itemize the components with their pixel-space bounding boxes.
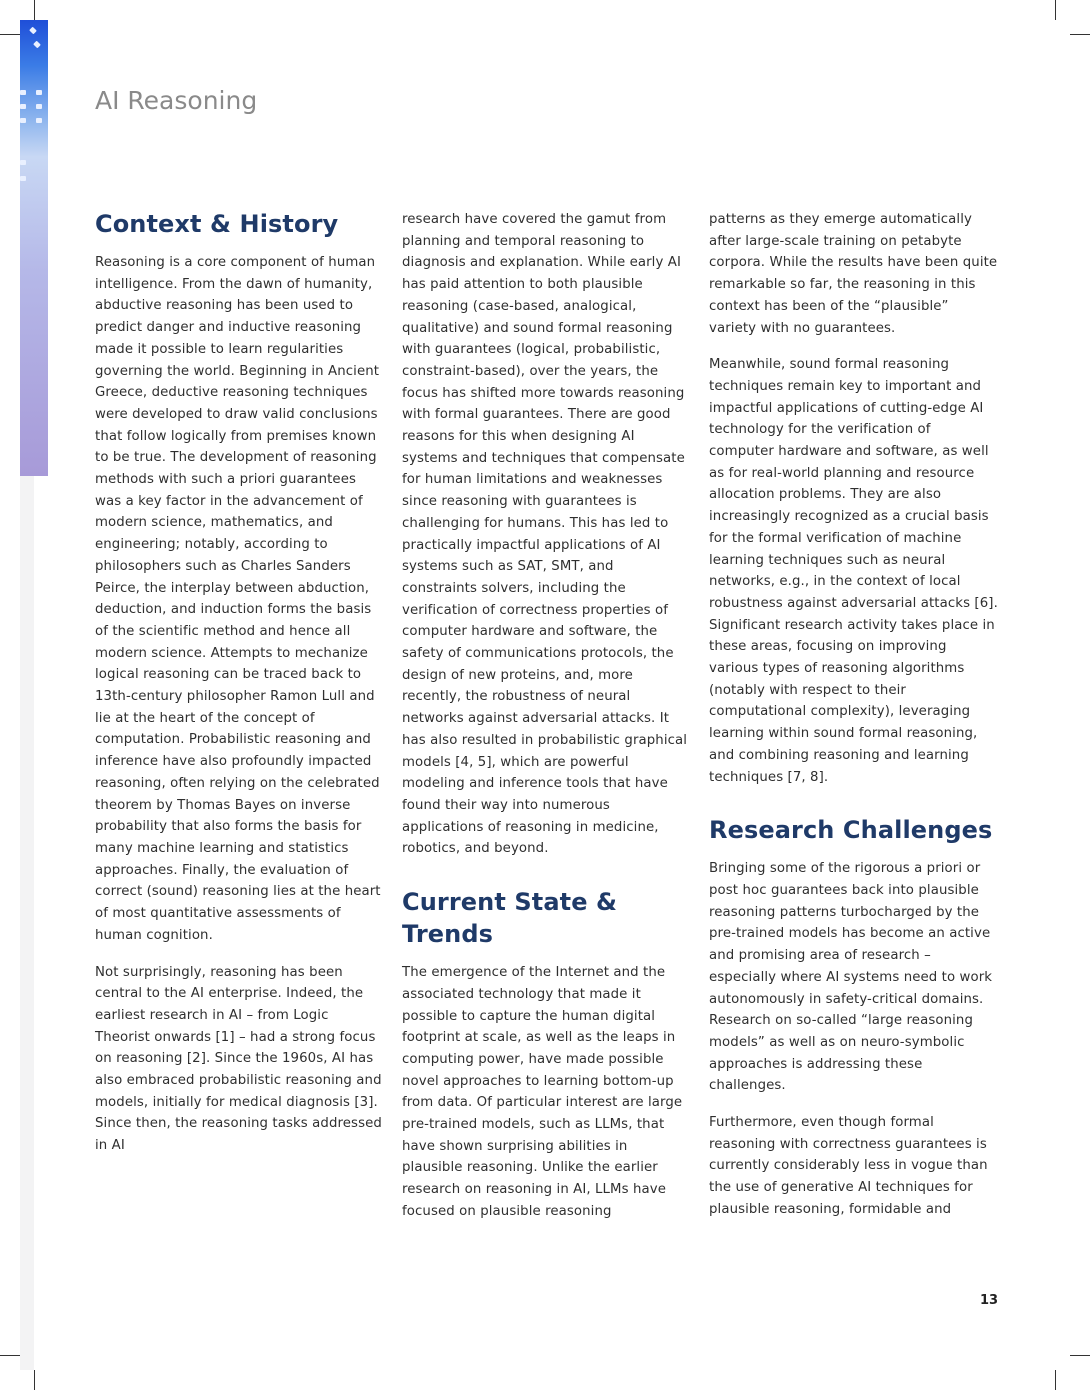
crop-mark	[34, 0, 35, 20]
research-challenges-paragraph-1: Bringing some of the rigorous a priori or post hoc guarantees back into plausible reasoning patterns turbocharged by the pre-trained models has become an active and promising area of research – especially where AI systems need to work autonomously in safety-critical domains. Research on so-called “large reasoning models” as well as on neuro-symbolic approaches is addressing these challenges.	[709, 861, 993, 1094]
decorative-dot	[36, 104, 42, 109]
side-margin-band	[20, 476, 34, 1370]
decorative-dot	[29, 27, 37, 35]
crop-mark	[0, 1355, 20, 1356]
column-1	[95, 208, 385, 1172]
context-history-paragraph-2-continued: research have covered the gamut from planning and temporal reasoning to diagnosis and explanation. While early AI has paid attention to both plausible reasoning (case-based, analogical, qualitative) and sound formal reasoning with guarantees (logical, probabilistic, constraint-based), over the years, the focus has shifted more towards reasoning with formal guarantees. There are good reasons for this when designing AI systems and techniques that compensate for human limitations and weaknesses since reasoning with guarantees is challenging for humans. This has led to practically impactful applications of AI systems such as SAT, SMT, and constraints solvers, including the verification of correctness properties of computer hardware and software, the safety of communications protocols, the design of new proteins, and, more recently, the robustness of neural networks against adversarial attacks. It has also resulted in probabilistic graphical models [4, 5], which are powerful modeling and inference tools that have found their way into numerous applications of reasoning in medicine, robotics, and beyond.	[402, 212, 688, 857]
research-challenges-paragraph-2: Furthermore, even though formal reasoning with correctness guarantees is currently considerably less in vogue than the use of generative AI techniques for plausible reasoning, formidable and	[709, 1115, 988, 1217]
page-number: 13	[980, 1293, 999, 1308]
decorative-side-image	[20, 20, 48, 476]
column-2	[402, 208, 692, 1238]
crop-mark	[0, 34, 20, 35]
crop-mark	[34, 1370, 35, 1390]
decorative-dot	[20, 118, 26, 123]
section-heading-context-history: Context & History	[95, 210, 339, 238]
decorative-dot	[36, 118, 42, 123]
decorative-dot	[20, 90, 26, 95]
current-state-paragraph-1: The emergence of the Internet and the associated technology that made it possible to capture the human digital footprint at scale, as well as the leaps in computing power, have made possible novel approaches to learning bottom-up from data. Of particular interest are large pre-trained models, such as LLMs, that have shown surprising abilities in plausible reasoning. Unlike the earlier research on reasoning in AI, LLMs have focused on plausible reasoning	[402, 965, 683, 1219]
crop-mark	[1055, 0, 1056, 20]
crop-mark	[1070, 1355, 1090, 1356]
column-3	[709, 208, 999, 1236]
current-state-paragraph-1-continued: patterns as they emerge automatically after large-scale training on petabyte corpora. While the results have been quite remarkable so far, the reasoning in this context has been of the “plausible” variety with no guarantees.	[709, 212, 998, 336]
crop-mark	[1055, 1370, 1056, 1390]
running-header-title: AI Reasoning	[95, 86, 258, 115]
section-heading-research-challenges: Research Challenges	[709, 816, 993, 845]
context-history-paragraph-1: Reasoning is a core component of human intelligence. From the dawn of humanity, abductive reasoning has been used to predict danger and inductive reasoning made it possible to learn regularities governing the world. Beginning in Ancient Greece, deductive reasoning techniques were developed to draw valid conclusions that follow logically from premises known to be true. The development of reasoning methods with such a priori guarantees was a key factor in the advancement of modern science, mathematics, and engineering; notably, according to philosophers such as Charles Sanders Peirce, the interplay between abduction, deduction, and induction forms the basis of the scientific method and hence all modern science. Attempts to mechanize logical reasoning can be traced back to 13th-century philosopher Ramon Lull and lie at the heart of the concept of computation. Probabilistic reasoning and inference have also profoundly impacted reasoning, often relying on the celebrated theorem by Thomas Bayes on inverse probability that also forms the basis for many machine learning and statistics approaches. Finally, the evaluation of correct (sound) reasoning lies at the heart of most quantitative assessments of human cognition.	[95, 255, 381, 943]
decorative-dot	[20, 104, 26, 109]
decorative-dot	[20, 160, 26, 165]
context-history-paragraph-2: Not surprisingly, reasoning has been central to the AI enterprise. Indeed, the earliest research in AI – from Logic Theorist onwards [1] – had a strong focus on reasoning [2]. Since the 1960s, AI has also embraced probabilistic reasoning and models, initially for medical diagnosis [3]. Since then, the reasoning tasks addressed in AI	[95, 964, 382, 1154]
current-state-paragraph-2: Meanwhile, sound formal reasoning techniques remain key to important and impactful applications of cutting-edge AI technology for the verification of computer hardware and software, as well as for real-world planning and resource allocation problems. They are also increasingly recognized as a crucial basis for the formal verification of machine learning techniques such as neural networks, e.g., in the context of local robustness against adversarial attacks [6]. Significant research activity takes place in these areas, focusing on improving various types of reasoning algorithms (notably with respect to their computational complexity), leveraging learning within sound formal reasoning, and combining reasoning and learning techniques [7, 8].	[709, 357, 998, 785]
decorative-dot	[33, 41, 41, 49]
decorative-dot	[20, 176, 26, 181]
crop-mark	[1070, 34, 1090, 35]
section-heading-current-state: Current State & Trends	[402, 888, 618, 949]
decorative-dot	[36, 90, 42, 95]
